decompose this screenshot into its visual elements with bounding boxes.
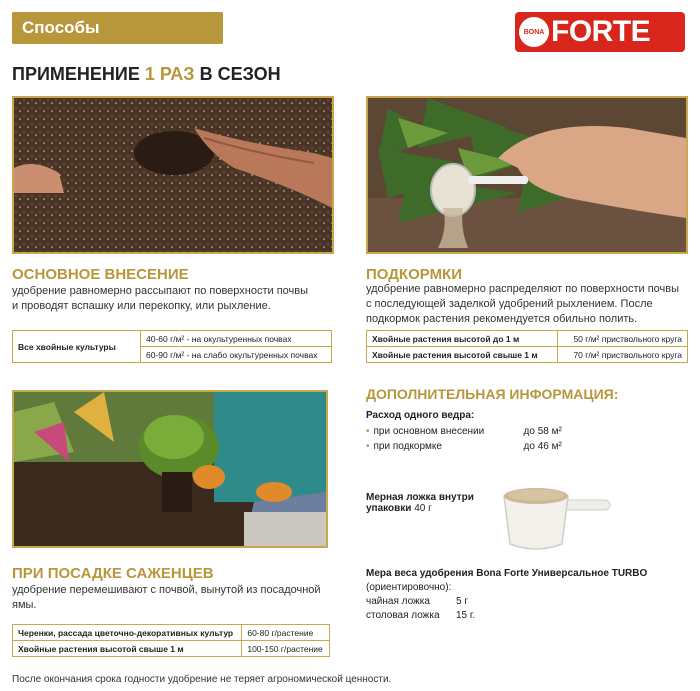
table-cell: Хвойные растения высотой свыше 1 м: [367, 347, 558, 363]
list-item-value: 5 г: [456, 596, 468, 607]
table-cell: 100-150 г/растение: [242, 641, 330, 657]
main-application-title: ОСНОВНОЕ ВНЕСЕНИЕ: [12, 266, 189, 283]
main-application-table: [12, 330, 332, 363]
measuring-scoop-icon: [500, 482, 612, 554]
table-cell: Черенки, рассада цветочно-декоративных культур: [13, 625, 242, 641]
bullet-icon: •: [366, 426, 370, 437]
top-dressing-table: [366, 330, 688, 363]
main-application-line2: и проводят вспашку или перекопку, или рыхление.: [12, 300, 271, 312]
soil-photo: [12, 96, 334, 254]
measure-note: (ориентировочно):: [366, 582, 452, 593]
brand-name: FORTE: [551, 15, 651, 48]
main-rate-cell-2: 60-90 г/м² - на слабо окультуренных почвах: [141, 347, 332, 363]
planting-photo: [12, 390, 328, 548]
additional-info-title: ДОПОЛНИТЕЛЬНАЯ ИНФОРМАЦИЯ:: [366, 386, 619, 402]
main-rate-cell-1: 40-60 г/м² - на окультуренных почвах: [141, 331, 332, 347]
bucket-title: Расход одного ведра:: [366, 410, 475, 421]
list-item-value: 15 г.: [456, 610, 476, 621]
main-application-text: [12, 284, 342, 314]
bucket-usage: [366, 410, 566, 452]
measure-title: Мера веса удобрения Bona Forte Универсальное TURBO: [366, 568, 648, 579]
section-badge: Способы использования: [12, 12, 223, 44]
list-item: [366, 609, 647, 623]
scoop-info: [366, 492, 474, 514]
list-item-label: при основном внесении: [373, 426, 485, 437]
list-item-value: до 46 м²: [523, 441, 562, 452]
planting-line1: удобрение перемешивают с почвой, вынутой из посадочной: [12, 584, 321, 596]
main-application-line1: удобрение равномерно рассыпают по поверхности почвы: [12, 285, 309, 297]
top-dressing-line2: с последующей заделкой удобрений рыхлением. После: [366, 298, 653, 310]
table-cell: 50 г/м² приствольного круга: [558, 331, 688, 347]
pine-photo: [366, 96, 688, 254]
list-item-label: при подкормке: [373, 441, 442, 452]
main-crop-cell: Все хвойные культуры: [13, 331, 141, 363]
pine-image-icon: [368, 98, 686, 252]
scoop-line2: упаковки: [366, 503, 412, 514]
list-item-label: столовая ложка: [366, 610, 440, 621]
table-cell: Хвойные растения высотой свыше 1 м: [13, 641, 242, 657]
measure-info: [366, 567, 647, 623]
brand-small: BONA: [519, 17, 549, 47]
planting-text: [12, 583, 342, 613]
table-row: [367, 331, 688, 347]
headline-accent: 1 РАЗ: [144, 64, 195, 84]
top-dressing-title: ПОДКОРМКИ: [366, 266, 462, 283]
list-item: [366, 441, 566, 452]
list-item: [366, 426, 566, 437]
top-dressing-line3: подкормок растения рекомендуется обильно полить.: [366, 313, 638, 325]
headline-prefix: ПРИМЕНЕНИЕ: [12, 64, 145, 84]
page-title: [12, 64, 281, 85]
planting-title: ПРИ ПОСАДКЕ САЖЕНЦЕВ: [12, 565, 214, 582]
scoop-weight: 40 г: [414, 503, 432, 514]
table-cell: Хвойные растения высотой до 1 м: [367, 331, 558, 347]
headline-suffix: В СЕЗОН: [194, 64, 281, 84]
table-cell: 70 г/м² приствольного круга: [558, 347, 688, 363]
brand-logo: [515, 12, 685, 52]
planting-image-icon: [14, 392, 326, 546]
top-dressing-line1: удобрение равномерно распределяют по поверхности почвы: [366, 283, 680, 295]
table-row: [13, 625, 330, 641]
bullet-icon: •: [366, 441, 370, 452]
list-item-value: до 58 м²: [523, 426, 562, 437]
soil-image-icon: [14, 98, 332, 252]
list-item-label: чайная ложка: [366, 596, 430, 607]
planting-line2: ямы.: [12, 599, 37, 611]
table-cell: 60-80 г/растение: [242, 625, 330, 641]
scoop-line1: Мерная ложка внутри: [366, 492, 474, 503]
top-dressing-text: [366, 282, 696, 327]
footer-note: После окончания срока годности удобрение не теряет агрономической ценности.: [12, 674, 392, 685]
table-row: [367, 347, 688, 363]
list-item: [366, 595, 647, 609]
scoop-image: [500, 482, 612, 559]
table-row: [13, 641, 330, 657]
planting-table: [12, 624, 330, 657]
